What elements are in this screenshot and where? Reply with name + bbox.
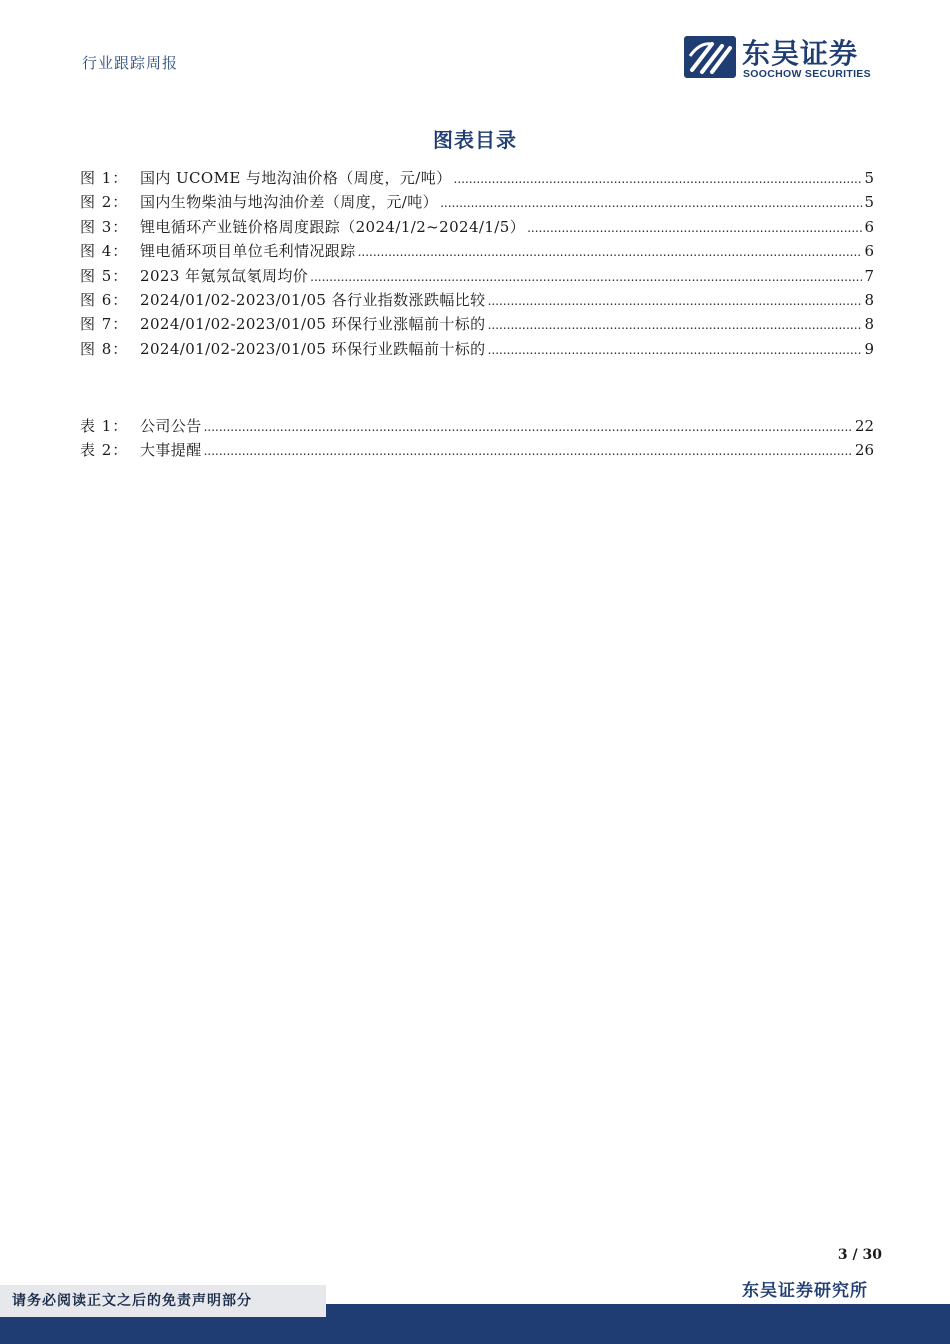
logo-chinese-name: 东吴证券 (742, 37, 859, 70)
toc-label: 图 3： (80, 217, 129, 236)
toc-entry-figure-8[interactable] (80, 338, 874, 362)
toc-leader-dots (454, 172, 863, 186)
toc-leader-dots (204, 444, 853, 458)
toc-text: 国内生物柴油与地沟油价差（周度，元/吨） (140, 193, 439, 212)
toc-entry-figure-3[interactable] (80, 216, 874, 240)
toc-page-number: 26 (854, 441, 874, 460)
toc-text: 2024/01/02-2023/01/05 环保行业涨幅前十标的 (140, 315, 486, 334)
toc-page-number: 22 (854, 417, 874, 435)
toc-text: 公司公告 (140, 417, 202, 435)
toc-title: 图表目录 (433, 128, 517, 152)
soochow-logo-icon (682, 34, 738, 80)
toc-leader-dots (440, 196, 862, 210)
toc-label: 图 5： (80, 266, 129, 285)
toc-leader-dots (527, 221, 862, 235)
report-type-label: 行业跟踪周报 (82, 54, 179, 72)
company-logo (682, 34, 882, 84)
toc-text: 2023 年氪氖氙氡周均价 (140, 266, 309, 285)
toc-leader-dots (310, 270, 862, 284)
toc-label: 图 2： (80, 193, 129, 212)
toc-text: 大事提醒 (140, 441, 202, 460)
toc-label: 图 6： (80, 290, 129, 309)
toc-label: 图 8： (80, 339, 129, 358)
toc-page-number: 5 (864, 193, 874, 212)
toc-label: 表 1： (80, 417, 129, 435)
toc-entry-figure-4[interactable] (80, 240, 874, 264)
toc-leader-dots (488, 294, 863, 308)
toc-text: 锂电循环产业链价格周度跟踪（2024/1/2~2024/1/5） (140, 217, 526, 236)
toc-entry-figure-7[interactable] (80, 313, 874, 337)
page-number: 3 / 30 (837, 1247, 882, 1263)
toc-entry-figure-1[interactable] (80, 167, 874, 191)
logo-english-name: SOOCHOW SECURITIES (743, 68, 871, 80)
toc-text: 2024/01/02-2023/01/05 环保行业跌幅前十标的 (140, 339, 486, 358)
toc-entry-figure-6[interactable] (80, 289, 874, 313)
table-list (80, 415, 874, 464)
toc-entry-table-2[interactable] (80, 439, 874, 463)
toc-text: 国内 UCOME 与地沟油价格（周度，元/吨） (140, 169, 452, 187)
toc-page-number: 5 (864, 169, 874, 187)
toc-page-number: 8 (864, 290, 874, 309)
toc-text: 2024/01/02-2023/01/05 各行业指数涨跌幅比较 (140, 290, 486, 309)
toc-label: 图 7： (80, 315, 129, 334)
toc-page-number: 7 (864, 266, 874, 285)
toc-entry-figure-2[interactable] (80, 191, 874, 215)
toc-label: 图 4： (80, 242, 129, 261)
footer-brand: 东吴证券研究所 (742, 1281, 868, 1301)
toc-text: 锂电循环项目单位毛利情况跟踪 (140, 242, 356, 261)
toc-page-number: 6 (864, 217, 874, 236)
toc-leader-dots (488, 318, 863, 332)
figure-list (80, 167, 874, 362)
toc-page-number: 9 (864, 339, 874, 358)
toc-label: 图 1： (80, 169, 129, 187)
toc-entry-table-1[interactable] (80, 415, 874, 439)
toc-label: 表 2： (80, 441, 129, 460)
toc-entry-figure-5[interactable] (80, 265, 874, 289)
disclaimer-notice: 请务必阅读正文之后的免责声明部分 (0, 1285, 326, 1317)
toc-page-number: 8 (864, 315, 874, 334)
toc-page-number: 6 (864, 242, 874, 261)
toc-leader-dots (358, 245, 863, 259)
toc-leader-dots (488, 343, 863, 357)
toc-leader-dots (204, 420, 853, 434)
